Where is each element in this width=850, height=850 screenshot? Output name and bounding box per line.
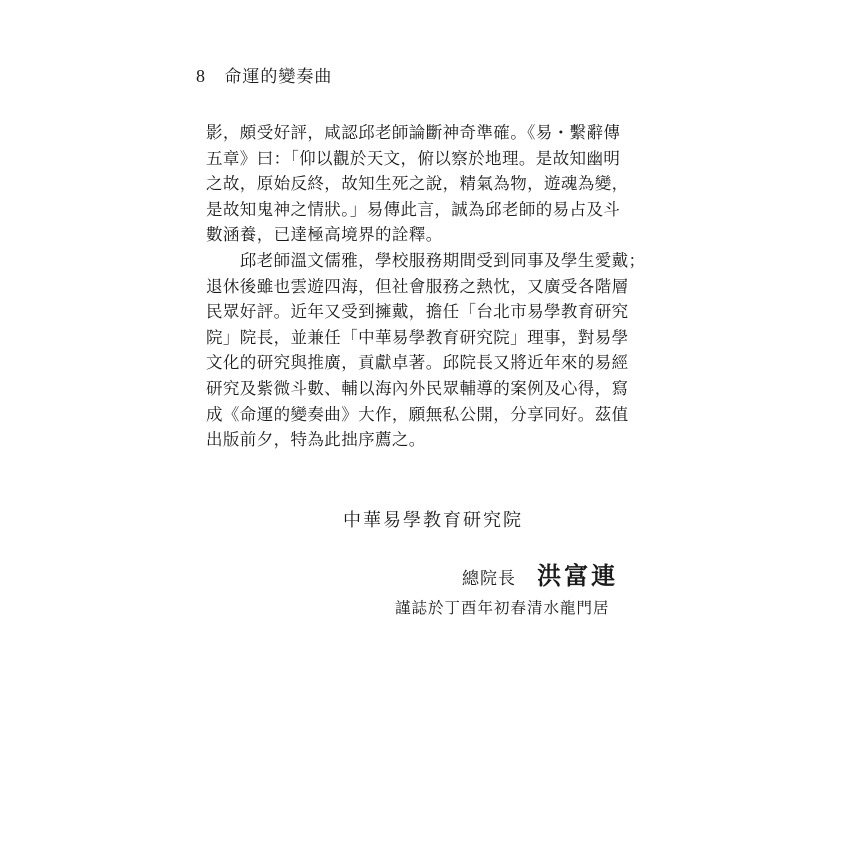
text-line: 研究及紫微斗數、輔以海內外民眾輔導的案例及心得，寫 [206,378,629,398]
text-line: 邱老師溫文儒雅，學校服務期間受到同事及學生愛戴； [206,250,646,270]
signature-title: 總院長 [462,569,516,589]
text-line: 數涵養，已達極高境界的詮釋。 [206,225,443,245]
page-number: 8 [196,66,206,86]
text-line: 五章》曰：「仰以觀於天文，俯以察於地理。是故知幽明 [206,148,621,168]
text-line: 退休後雖也雲遊四海，但社會服務之熱忱，又廣受各階層 [206,276,629,296]
page-header [196,62,332,87]
signature-title-line [462,556,618,591]
text-line: 文化的研究與推廣，貢獻卓著。邱院長又將近年來的易經 [206,353,629,373]
text-line: 之故，原始反終，故知生死之說，精氣為物，遊魂為變， [206,174,629,194]
text-line: 院」院長，並兼任「中華易學教育研究院」理事，對易學 [206,327,629,347]
text-line: 影，頗受好評，咸認邱老師論斷神奇準確。《易・繫辭傳 [206,123,621,142]
text-line: 民眾好評。近年又受到擁戴，擔任「台北市易學教育研究 [206,302,629,322]
signature-institute: 中華易學教育研究院 [343,510,523,531]
signature-date-place: 謹誌於丁酉年初春清水龍門居 [395,599,610,617]
book-title: 命運的變奏曲 [224,67,333,87]
text-line: 出版前夕，特為此拙序薦之。 [206,430,426,450]
text-line: 成《命運的變奏曲》大作，願無私公開，分享同好。茲值 [206,404,629,424]
signature-name: 洪富連 [537,561,619,590]
text-line: 是故知鬼神之情狀。」易傳此言，誠為邱老師的易占及斗 [206,199,621,219]
preface-body [206,120,656,453]
